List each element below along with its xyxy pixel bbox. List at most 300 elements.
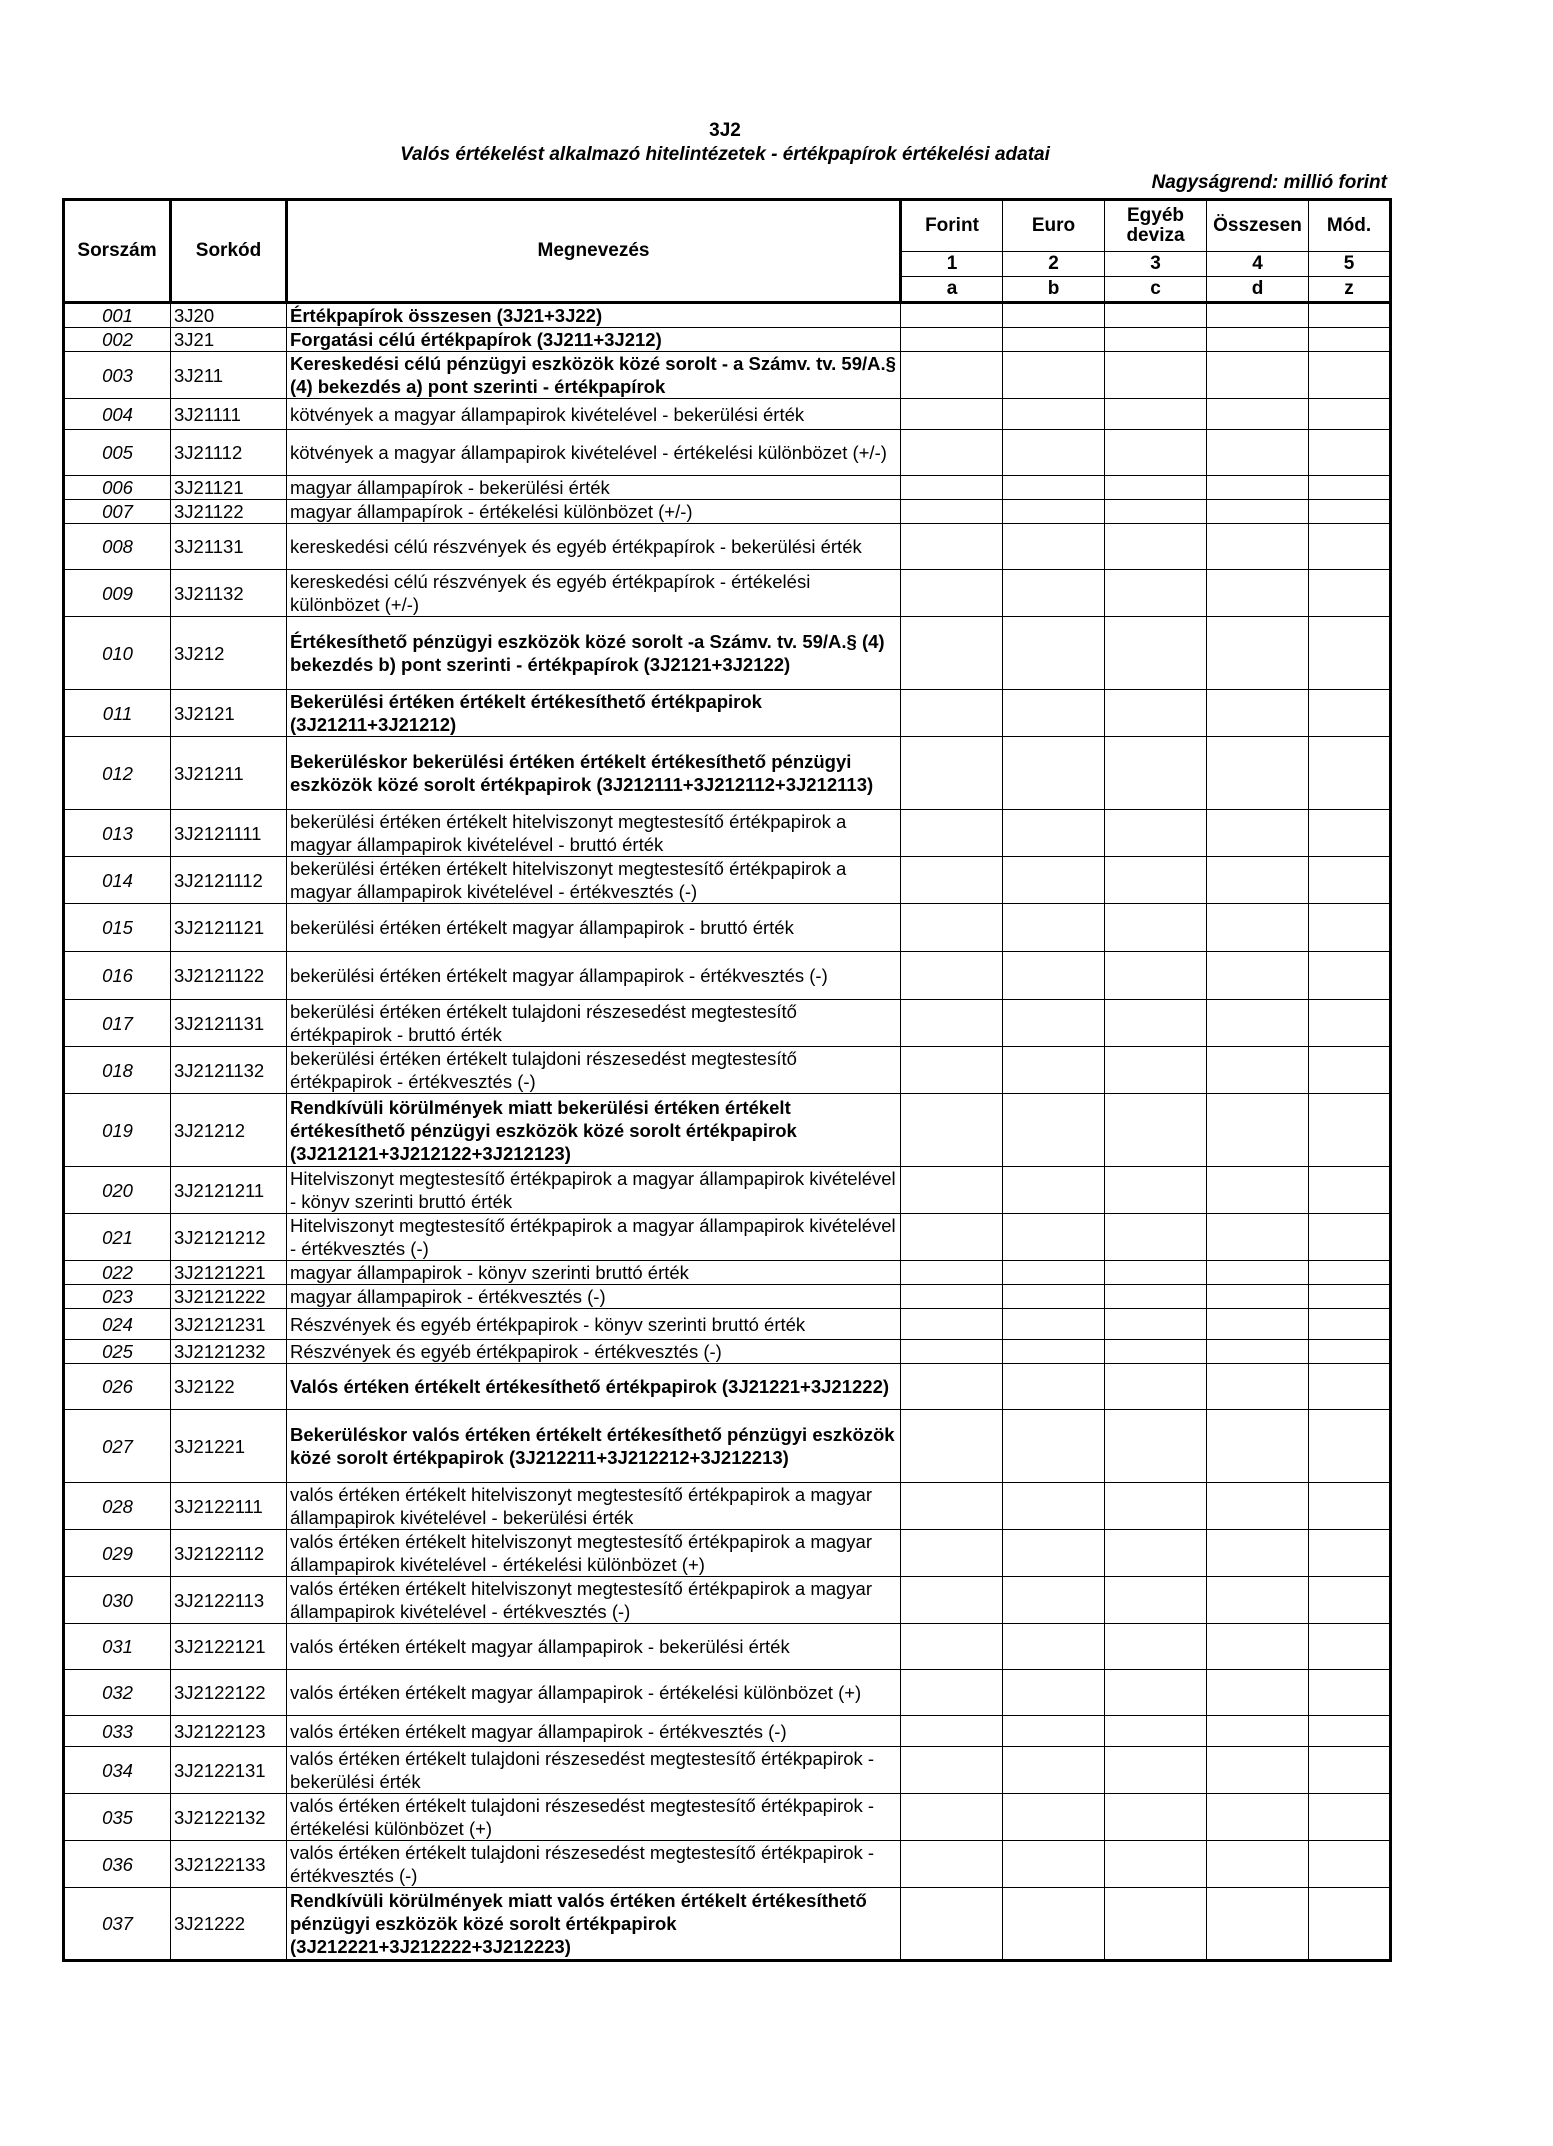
value-cell[interactable] — [1309, 524, 1391, 570]
value-cell[interactable] — [1309, 1364, 1391, 1410]
value-cell[interactable] — [1309, 1000, 1391, 1047]
value-cell[interactable] — [1105, 1530, 1207, 1577]
table-row — [64, 303, 1391, 328]
value-cell[interactable] — [1105, 1261, 1207, 1285]
table-row — [64, 430, 1391, 476]
value-cell[interactable] — [901, 1309, 1003, 1340]
table-row — [64, 1624, 1391, 1670]
row-sorszam: 035 — [64, 1794, 171, 1841]
value-cell[interactable] — [1207, 500, 1309, 524]
value-cell[interactable] — [901, 1577, 1003, 1624]
row-megnevezes: Bekerüléskor bekerülési értéken értékelt értékesíthető pénzügyi eszközök közé sorolt értékpapirok (3J212111+3J212112+3J212113) — [287, 737, 901, 810]
row-sorkod: 3J2121112 — [171, 857, 287, 904]
row-sorkod: 3J2121132 — [171, 1047, 287, 1094]
value-cell[interactable] — [1207, 1047, 1309, 1094]
value-cell[interactable] — [901, 904, 1003, 952]
value-cell[interactable] — [901, 1747, 1003, 1794]
row-megnevezes: valós értéken értékelt magyar állampapirok - bekerülési érték — [287, 1624, 901, 1670]
table-row — [64, 810, 1391, 857]
row-megnevezes: Részvények és egyéb értékpapirok - értékvesztés (-) — [287, 1340, 901, 1364]
row-megnevezes: Bekerüléskor valós értéken értékelt értékesíthető pénzügyi eszközök közé sorolt értékpapirok (3J212211+3J212212+3J212213) — [287, 1410, 901, 1483]
table-row — [64, 1094, 1391, 1167]
value-cell[interactable] — [1207, 1309, 1309, 1340]
value-cell[interactable] — [1105, 1841, 1207, 1888]
value-cell[interactable] — [1003, 1214, 1105, 1261]
row-sorkod: 3J21222 — [171, 1888, 287, 1961]
value-cell[interactable] — [1105, 1285, 1207, 1309]
value-cell[interactable] — [1309, 352, 1391, 399]
value-cell[interactable] — [1003, 476, 1105, 500]
value-cell[interactable] — [1105, 617, 1207, 690]
value-cell[interactable] — [901, 1841, 1003, 1888]
table-row — [64, 1000, 1391, 1047]
table-row — [64, 1410, 1391, 1483]
row-sorkod: 3J2122121 — [171, 1624, 287, 1670]
value-cell[interactable] — [1003, 1841, 1105, 1888]
value-cell[interactable] — [901, 857, 1003, 904]
value-cell[interactable] — [1309, 1841, 1391, 1888]
table-row — [64, 1261, 1391, 1285]
col-number: 2 — [1003, 252, 1105, 277]
row-sorszam: 011 — [64, 690, 171, 737]
value-cell[interactable] — [1003, 737, 1105, 810]
value-cell[interactable] — [1309, 617, 1391, 690]
value-cell[interactable] — [1309, 1261, 1391, 1285]
value-cell[interactable] — [1003, 1364, 1105, 1410]
value-cell[interactable] — [1207, 952, 1309, 1000]
value-cell[interactable] — [1207, 430, 1309, 476]
col-header-sorkod: Sorkód — [171, 200, 287, 303]
value-cell[interactable] — [1105, 952, 1207, 1000]
row-sorkod: 3J2121111 — [171, 810, 287, 857]
value-cell[interactable] — [1207, 1340, 1309, 1364]
value-cell[interactable] — [1309, 1530, 1391, 1577]
row-sorkod: 3J2121232 — [171, 1340, 287, 1364]
value-cell[interactable] — [1105, 1483, 1207, 1530]
value-cell[interactable] — [1003, 1094, 1105, 1167]
row-megnevezes: bekerülési értéken értékelt magyar állampapirok - értékvesztés (-) — [287, 952, 901, 1000]
table-row — [64, 1340, 1391, 1364]
row-sorkod: 3J2121131 — [171, 1000, 287, 1047]
row-sorszam: 019 — [64, 1094, 171, 1167]
col-header-sorszam: Sorszám — [64, 200, 171, 303]
row-megnevezes: bekerülési értéken értékelt magyar állampapirok - bruttó érték — [287, 904, 901, 952]
row-sorkod: 3J2122131 — [171, 1747, 287, 1794]
table-row — [64, 1841, 1391, 1888]
value-cell[interactable] — [901, 430, 1003, 476]
row-sorszam: 015 — [64, 904, 171, 952]
value-cell[interactable] — [901, 1261, 1003, 1285]
value-cell[interactable] — [901, 524, 1003, 570]
value-cell[interactable] — [1207, 1577, 1309, 1624]
value-cell[interactable] — [901, 1340, 1003, 1364]
value-cell[interactable] — [1003, 328, 1105, 352]
row-megnevezes: kereskedési célú részvények és egyéb értékpapírok - értékelési különbözet (+/-) — [287, 570, 901, 617]
row-sorkod: 3J212 — [171, 617, 287, 690]
row-sorszam: 016 — [64, 952, 171, 1000]
value-cell[interactable] — [1207, 303, 1309, 328]
value-cell[interactable] — [1003, 1670, 1105, 1716]
row-sorkod: 3J2122123 — [171, 1716, 287, 1747]
value-cell[interactable] — [1105, 1000, 1207, 1047]
row-sorkod: 3J2122132 — [171, 1794, 287, 1841]
row-megnevezes: magyar állampapírok - értékelési különbözet (+/-) — [287, 500, 901, 524]
value-cell[interactable] — [1207, 690, 1309, 737]
value-cell[interactable] — [1003, 524, 1105, 570]
col-header-forint: Forint — [901, 200, 1003, 252]
value-cell[interactable] — [1309, 1214, 1391, 1261]
value-cell[interactable] — [1207, 1670, 1309, 1716]
value-cell[interactable] — [901, 1483, 1003, 1530]
value-cell[interactable] — [1003, 1000, 1105, 1047]
row-megnevezes: Hitelviszonyt megtestesítő értékpapirok a magyar állampapirok kivételével - könyv szerinti bruttó érték — [287, 1167, 901, 1214]
value-cell[interactable] — [1309, 1410, 1391, 1483]
value-cell[interactable] — [1105, 303, 1207, 328]
value-cell[interactable] — [1207, 1530, 1309, 1577]
value-cell[interactable] — [1105, 1094, 1207, 1167]
value-cell[interactable] — [1003, 1888, 1105, 1961]
value-cell[interactable] — [1003, 904, 1105, 952]
table-row — [64, 1483, 1391, 1530]
row-sorkod: 3J21132 — [171, 570, 287, 617]
row-sorszam: 002 — [64, 328, 171, 352]
value-cell[interactable] — [901, 328, 1003, 352]
row-megnevezes: kereskedési célú részvények és egyéb értékpapírok - bekerülési érték — [287, 524, 901, 570]
value-cell[interactable] — [1105, 737, 1207, 810]
table-row — [64, 1167, 1391, 1214]
col-header-euro: Euro — [1003, 200, 1105, 252]
row-megnevezes: Kereskedési célú pénzügyi eszközök közé sorolt - a Számv. tv. 59/A.§ (4) bekezdés a) pont szerinti - értékpapírok — [287, 352, 901, 399]
table-row — [64, 1047, 1391, 1094]
value-cell[interactable] — [1207, 1888, 1309, 1961]
value-cell[interactable] — [1207, 1841, 1309, 1888]
row-sorkod: 3J2121211 — [171, 1167, 287, 1214]
value-cell[interactable] — [1309, 1309, 1391, 1340]
value-cell[interactable] — [1003, 399, 1105, 430]
value-cell[interactable] — [1207, 1094, 1309, 1167]
table-row — [64, 737, 1391, 810]
row-megnevezes: valós értéken értékelt magyar állampapirok - értékvesztés (-) — [287, 1716, 901, 1747]
value-cell[interactable] — [1003, 1747, 1105, 1794]
value-cell[interactable] — [1105, 1747, 1207, 1794]
value-cell[interactable] — [1105, 399, 1207, 430]
value-cell[interactable] — [1309, 500, 1391, 524]
value-cell[interactable] — [1003, 1261, 1105, 1285]
value-cell[interactable] — [1003, 1167, 1105, 1214]
value-cell[interactable] — [1105, 352, 1207, 399]
row-sorszam: 031 — [64, 1624, 171, 1670]
row-sorkod: 3J2122113 — [171, 1577, 287, 1624]
table-row — [64, 570, 1391, 617]
value-cell[interactable] — [1105, 476, 1207, 500]
value-cell[interactable] — [1207, 810, 1309, 857]
value-cell[interactable] — [1105, 1577, 1207, 1624]
value-cell[interactable] — [1309, 904, 1391, 952]
value-cell[interactable] — [1207, 1000, 1309, 1047]
row-sorkod: 3J21221 — [171, 1410, 287, 1483]
value-cell[interactable] — [1003, 690, 1105, 737]
value-cell[interactable] — [1003, 430, 1105, 476]
row-sorkod: 3J2122 — [171, 1364, 287, 1410]
row-sorkod: 3J2121122 — [171, 952, 287, 1000]
value-cell[interactable] — [1105, 1410, 1207, 1483]
value-cell[interactable] — [1003, 1794, 1105, 1841]
value-cell[interactable] — [1309, 690, 1391, 737]
value-cell[interactable] — [1105, 1716, 1207, 1747]
value-cell[interactable] — [1003, 570, 1105, 617]
value-cell[interactable] — [1105, 1794, 1207, 1841]
row-sorszam: 014 — [64, 857, 171, 904]
value-cell[interactable] — [901, 1167, 1003, 1214]
value-cell[interactable] — [1207, 617, 1309, 690]
row-sorkod: 3J21 — [171, 328, 287, 352]
value-cell[interactable] — [1309, 303, 1391, 328]
table-row — [64, 399, 1391, 430]
value-cell[interactable] — [1309, 328, 1391, 352]
row-megnevezes: bekerülési értéken értékelt tulajdoni részesedést megtestesítő értékpapirok - bruttó érték — [287, 1000, 901, 1047]
value-cell[interactable] — [1309, 1716, 1391, 1747]
row-megnevezes: magyar állampapirok - könyv szerinti bruttó érték — [287, 1261, 901, 1285]
row-sorkod: 3J2122112 — [171, 1530, 287, 1577]
value-cell[interactable] — [901, 1716, 1003, 1747]
value-cell[interactable] — [1309, 1577, 1391, 1624]
col-letter: z — [1309, 277, 1391, 303]
col-letter: c — [1105, 277, 1207, 303]
value-cell[interactable] — [1207, 524, 1309, 570]
table-row — [64, 1364, 1391, 1410]
value-cell[interactable] — [1003, 352, 1105, 399]
col-letter: b — [1003, 277, 1105, 303]
row-sorszam: 004 — [64, 399, 171, 430]
value-cell[interactable] — [1309, 1285, 1391, 1309]
value-cell[interactable] — [1105, 1167, 1207, 1214]
row-megnevezes: Értékesíthető pénzügyi eszközök közé sorolt -a Számv. tv. 59/A.§ (4) bekezdés b) pont szerinti - értékpapírok (3J2121+3J2122) — [287, 617, 901, 690]
value-cell[interactable] — [1105, 570, 1207, 617]
col-header-egyeb-deviza: Egyéb deviza — [1105, 200, 1207, 252]
row-sorkod: 3J2122122 — [171, 1670, 287, 1716]
row-sorszam: 027 — [64, 1410, 171, 1483]
row-megnevezes: valós értéken értékelt hitelviszonyt megtestesítő értékpapirok a magyar állampapirok kivételével - értékvesztés (-) — [287, 1577, 901, 1624]
value-cell[interactable] — [1309, 1747, 1391, 1794]
value-cell[interactable] — [1003, 1716, 1105, 1747]
value-cell[interactable] — [1207, 1794, 1309, 1841]
value-cell[interactable] — [901, 1094, 1003, 1167]
value-cell[interactable] — [1105, 690, 1207, 737]
row-megnevezes: magyar állampapirok - értékvesztés (-) — [287, 1285, 901, 1309]
value-cell[interactable] — [1003, 952, 1105, 1000]
row-sorszam: 020 — [64, 1167, 171, 1214]
value-cell[interactable] — [1309, 570, 1391, 617]
value-cell[interactable] — [1105, 1670, 1207, 1716]
value-cell[interactable] — [901, 1530, 1003, 1577]
row-sorszam: 025 — [64, 1340, 171, 1364]
row-megnevezes: bekerülési értéken értékelt tulajdoni részesedést megtestesítő értékpapirok - értékvesztés (-) — [287, 1047, 901, 1094]
report-code: 3J2 — [709, 120, 741, 141]
value-cell[interactable] — [1309, 952, 1391, 1000]
value-cell[interactable] — [1309, 737, 1391, 810]
value-cell[interactable] — [1207, 1167, 1309, 1214]
value-cell[interactable] — [1207, 737, 1309, 810]
value-cell[interactable] — [1105, 1364, 1207, 1410]
value-cell[interactable] — [1309, 476, 1391, 500]
value-cell[interactable] — [1207, 857, 1309, 904]
row-sorszam: 036 — [64, 1841, 171, 1888]
value-cell[interactable] — [1309, 1670, 1391, 1716]
value-cell[interactable] — [901, 1670, 1003, 1716]
row-sorszam: 018 — [64, 1047, 171, 1094]
row-sorszam: 010 — [64, 617, 171, 690]
value-cell[interactable] — [1105, 1624, 1207, 1670]
value-cell[interactable] — [1309, 399, 1391, 430]
value-cell[interactable] — [901, 1214, 1003, 1261]
value-cell[interactable] — [1309, 1340, 1391, 1364]
value-cell[interactable] — [1207, 1483, 1309, 1530]
row-sorszam: 037 — [64, 1888, 171, 1961]
row-sorkod: 3J2121231 — [171, 1309, 287, 1340]
report-title: Valós értékelést alkalmazó hitelintézetek - értékpapírok értékelési adatai — [400, 144, 1050, 165]
value-cell[interactable] — [901, 1410, 1003, 1483]
value-cell[interactable] — [1105, 904, 1207, 952]
value-cell[interactable] — [1207, 1285, 1309, 1309]
row-sorszam: 030 — [64, 1577, 171, 1624]
value-cell[interactable] — [1105, 810, 1207, 857]
row-sorkod: 3J21111 — [171, 399, 287, 430]
value-cell[interactable] — [1003, 1410, 1105, 1483]
value-cell[interactable] — [1309, 1888, 1391, 1961]
row-sorkod: 3J21112 — [171, 430, 287, 476]
row-sorszam: 001 — [64, 303, 171, 328]
value-cell[interactable] — [901, 352, 1003, 399]
row-sorszam: 034 — [64, 1747, 171, 1794]
row-sorszam: 013 — [64, 810, 171, 857]
value-cell[interactable] — [901, 303, 1003, 328]
value-cell[interactable] — [1309, 1047, 1391, 1094]
value-cell[interactable] — [1207, 399, 1309, 430]
value-cell[interactable] — [1309, 1167, 1391, 1214]
col-number: 1 — [901, 252, 1003, 277]
value-cell[interactable] — [1003, 1340, 1105, 1364]
table-row — [64, 1309, 1391, 1340]
value-cell[interactable] — [1003, 1047, 1105, 1094]
value-cell[interactable] — [901, 1285, 1003, 1309]
col-number: 4 — [1207, 252, 1309, 277]
value-cell[interactable] — [901, 1794, 1003, 1841]
value-cell[interactable] — [1105, 1214, 1207, 1261]
table-row — [64, 500, 1391, 524]
value-cell[interactable] — [1003, 1285, 1105, 1309]
value-cell[interactable] — [1309, 1794, 1391, 1841]
value-cell[interactable] — [1207, 1716, 1309, 1747]
value-cell[interactable] — [1309, 1094, 1391, 1167]
col-number: 3 — [1105, 252, 1207, 277]
row-sorszam: 033 — [64, 1716, 171, 1747]
value-cell[interactable] — [1207, 1747, 1309, 1794]
value-cell[interactable] — [901, 500, 1003, 524]
value-cell[interactable] — [1003, 1530, 1105, 1577]
value-cell[interactable] — [1207, 570, 1309, 617]
table-row — [64, 952, 1391, 1000]
value-cell[interactable] — [1309, 810, 1391, 857]
row-megnevezes: valós értéken értékelt tulajdoni részesedést megtestesítő értékpapirok - értékvesztés (-) — [287, 1841, 901, 1888]
value-cell[interactable] — [1003, 1309, 1105, 1340]
table-row — [64, 1794, 1391, 1841]
value-cell[interactable] — [901, 1624, 1003, 1670]
value-cell[interactable] — [1105, 1309, 1207, 1340]
value-cell[interactable] — [1003, 500, 1105, 524]
value-cell[interactable] — [1105, 430, 1207, 476]
value-cell[interactable] — [1105, 1047, 1207, 1094]
value-cell[interactable] — [1003, 810, 1105, 857]
value-cell[interactable] — [1309, 1483, 1391, 1530]
row-sorszam: 009 — [64, 570, 171, 617]
table-row — [64, 1747, 1391, 1794]
row-sorkod: 3J21122 — [171, 500, 287, 524]
value-cell[interactable] — [1105, 328, 1207, 352]
value-cell[interactable] — [1207, 328, 1309, 352]
value-cell[interactable] — [1207, 1410, 1309, 1483]
value-cell[interactable] — [1003, 617, 1105, 690]
value-cell[interactable] — [1003, 1483, 1105, 1530]
value-cell[interactable] — [1207, 904, 1309, 952]
value-cell[interactable] — [1207, 1364, 1309, 1410]
row-sorkod: 3J21131 — [171, 524, 287, 570]
value-cell[interactable] — [1309, 1624, 1391, 1670]
value-cell[interactable] — [901, 570, 1003, 617]
value-cell[interactable] — [901, 690, 1003, 737]
value-cell[interactable] — [901, 617, 1003, 690]
value-cell[interactable] — [1003, 1624, 1105, 1670]
value-cell[interactable] — [1207, 1261, 1309, 1285]
value-cell[interactable] — [1105, 1888, 1207, 1961]
row-sorkod: 3J211 — [171, 352, 287, 399]
value-cell[interactable] — [901, 737, 1003, 810]
row-sorkod: 3J2122111 — [171, 1483, 287, 1530]
row-megnevezes: kötvények a magyar állampapirok kivételével - bekerülési érték — [287, 399, 901, 430]
value-cell[interactable] — [1207, 1214, 1309, 1261]
value-cell[interactable] — [901, 399, 1003, 430]
value-cell[interactable] — [1309, 857, 1391, 904]
value-cell[interactable] — [1309, 430, 1391, 476]
value-cell[interactable] — [1003, 303, 1105, 328]
row-megnevezes: magyar állampapírok - bekerülési érték — [287, 476, 901, 500]
value-cell[interactable] — [901, 810, 1003, 857]
value-cell[interactable] — [901, 1047, 1003, 1094]
table-row — [64, 690, 1391, 737]
value-cell[interactable] — [1003, 1577, 1105, 1624]
value-cell[interactable] — [1207, 476, 1309, 500]
value-cell[interactable] — [901, 1888, 1003, 1961]
row-sorszam: 028 — [64, 1483, 171, 1530]
value-cell[interactable] — [1105, 500, 1207, 524]
value-cell[interactable] — [1105, 524, 1207, 570]
value-cell[interactable] — [1105, 1340, 1207, 1364]
value-cell[interactable] — [1003, 857, 1105, 904]
value-cell[interactable] — [901, 476, 1003, 500]
row-megnevezes: valós értéken értékelt tulajdoni részesedést megtestesítő értékpapirok - értékelési különbözet (+) — [287, 1794, 901, 1841]
row-sorkod: 3J2121 — [171, 690, 287, 737]
row-sorszam: 017 — [64, 1000, 171, 1047]
value-cell[interactable] — [1207, 1624, 1309, 1670]
table-row — [64, 328, 1391, 352]
value-cell[interactable] — [901, 1364, 1003, 1410]
table-row — [64, 1716, 1391, 1747]
value-cell[interactable] — [901, 952, 1003, 1000]
value-cell[interactable] — [1207, 352, 1309, 399]
value-cell[interactable] — [1105, 857, 1207, 904]
table-body — [64, 303, 1391, 1961]
table-row — [64, 1214, 1391, 1261]
value-cell[interactable] — [901, 1000, 1003, 1047]
